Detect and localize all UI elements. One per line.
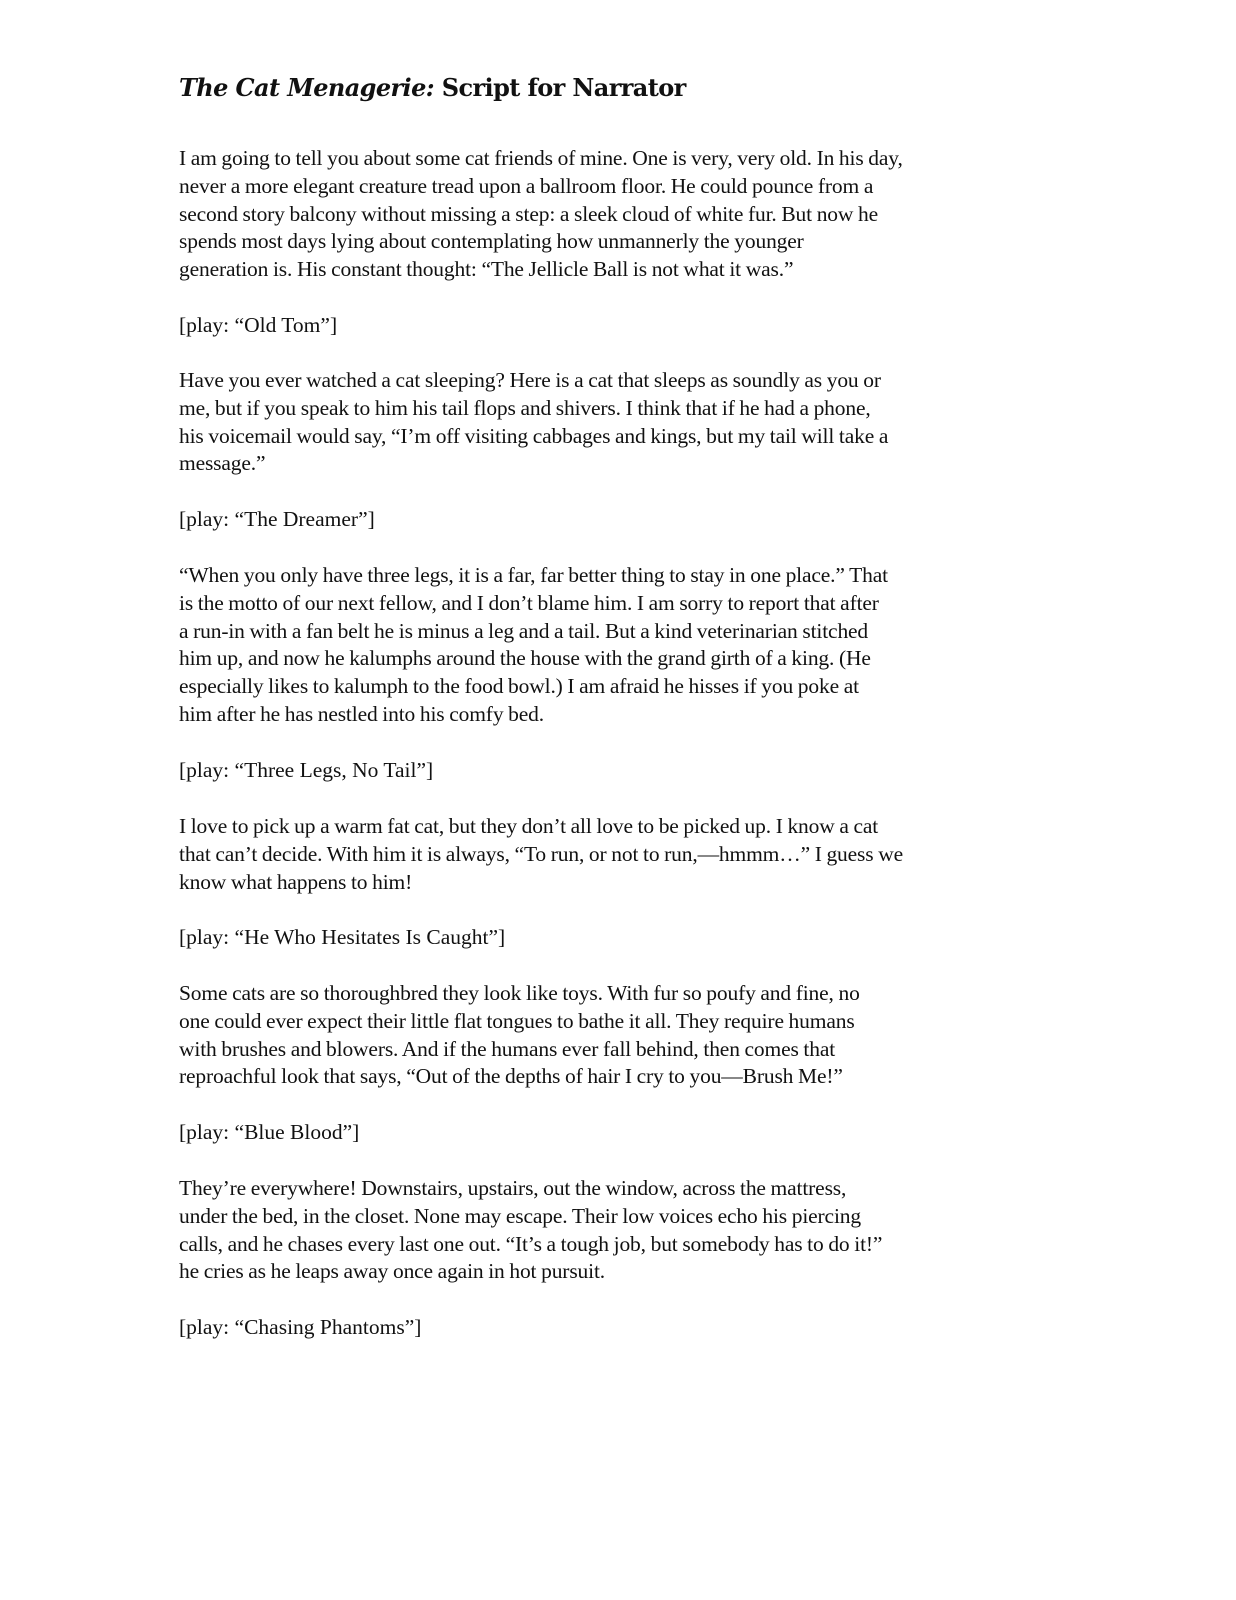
paragraph-line: They’re everywhere! Downstairs, upstairs, out the window, across the mattress, xyxy=(179,1176,847,1200)
title-subtitle: Script for Narrator xyxy=(434,73,686,102)
paragraph-line: message.” xyxy=(179,451,266,476)
cue-old-tom: [play: “Old Tom”] xyxy=(179,313,338,337)
paragraph-line: Some cats are so thoroughbred they look like toys. With fur so poufy and fine, no xyxy=(179,981,860,1005)
cue-three-legs: [play: “Three Legs, No Tail”] xyxy=(179,758,434,782)
paragraph-line: spends most days lying about contemplating how unmannerly the younger xyxy=(179,229,804,254)
paragraph-line: he cries as he leaps away once again in hot pursuit. xyxy=(179,1259,606,1284)
paragraph-line: I am going to tell you about some cat friends of mine. One is very, very old. In his day, xyxy=(179,146,903,170)
cue-hesitates: [play: “He Who Hesitates Is Caught”] xyxy=(179,925,506,949)
paragraph-line: a run-in with a fan belt he is minus a leg and a tail. But a kind veterinarian stitched xyxy=(179,618,869,643)
paragraph-hesitates xyxy=(179,813,903,896)
paragraph-line: I love to pick up a warm fat cat, but they don’t all love to be picked up. I know a cat xyxy=(179,814,879,838)
paragraph-line: never a more elegant creature tread upon a ballroom floor. He could pounce from a xyxy=(179,173,874,198)
paragraph-line: “When you only have three legs, it is a far, far better thing to stay in one place.” That xyxy=(179,563,888,587)
document-page xyxy=(179,70,1059,1339)
paragraph-line: with brushes and blowers. And if the humans ever fall behind, then comes that xyxy=(179,1036,836,1061)
title-play-name: The Cat Menagerie: xyxy=(179,73,435,102)
paragraph-line: under the bed, in the closet. None may escape. Their low voices echo his piercing xyxy=(179,1203,861,1228)
paragraph-old-tom xyxy=(179,145,903,284)
paragraph-line: especially likes to kalumph to the food bowl.) I am afraid he hisses if you poke at xyxy=(179,674,859,699)
cue-blue-blood: [play: “Blue Blood”] xyxy=(179,1120,360,1144)
cue-the-dreamer: [play: “The Dreamer”] xyxy=(179,507,375,531)
paragraph-chasing-phantoms xyxy=(179,1175,882,1286)
paragraph-line: calls, and he chases every last one out. “It’s a tough job, but somebody has to do it!” xyxy=(179,1231,883,1256)
document-title xyxy=(179,70,1059,106)
paragraph-line: generation is. His constant thought: “The Jellicle Ball is not what it was.” xyxy=(179,257,794,282)
paragraph-three-legs xyxy=(179,562,888,729)
cue-chasing-phantoms: [play: “Chasing Phantoms”] xyxy=(179,1315,422,1339)
paragraph-line: him after he has nestled into his comfy bed. xyxy=(179,701,544,726)
paragraph-line: his voicemail would say, “I’m off visiting cabbages and kings, but my tail will take a xyxy=(179,423,889,448)
paragraph-blue-blood xyxy=(179,980,860,1091)
paragraph-line: know what happens to him! xyxy=(179,869,413,894)
paragraph-line: Have you ever watched a cat sleeping? Here is a cat that sleeps as soundly as you or xyxy=(179,368,881,392)
paragraph-line: that can’t decide. With him it is always, “To run, or not to run,—hmmm…” I guess we xyxy=(179,841,903,866)
paragraph-line: reproachful look that says, “Out of the depths of hair I cry to you—Brush Me!” xyxy=(179,1064,843,1089)
paragraph-line: him up, and now he kalumphs around the house with the grand girth of a king. (He xyxy=(179,646,871,671)
paragraph-line: is the motto of our next fellow, and I don’t blame him. I am sorry to report that after xyxy=(179,590,879,615)
paragraph-line: second story balcony without missing a step: a sleek cloud of white fur. But now he xyxy=(179,201,878,226)
paragraph-line: me, but if you speak to him his tail flops and shivers. I think that if he had a phone, xyxy=(179,395,871,420)
paragraph-line: one could ever expect their little flat tongues to bathe it all. They require humans xyxy=(179,1008,855,1033)
paragraph-the-dreamer xyxy=(179,367,888,478)
